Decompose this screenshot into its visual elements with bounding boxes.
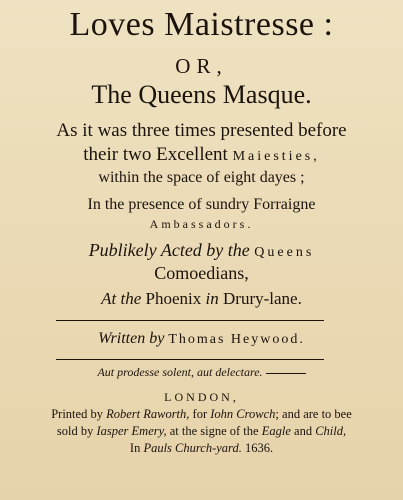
- imprint-child: Child,: [315, 424, 347, 438]
- author-name: Thomas Heywood.: [168, 332, 305, 347]
- venue-line: [0, 289, 403, 309]
- motto-dash: [266, 373, 306, 374]
- imprint-line-3: [0, 441, 403, 456]
- imprint-publisher: Iohn Crowch: [210, 407, 276, 421]
- performance-line-4: In the presence of sundry Forraigne: [87, 196, 316, 213]
- imprint-1a: Printed by: [51, 407, 107, 421]
- imprint-year: 1636.: [241, 441, 274, 455]
- performance-line-3: within the space of eight dayes ;: [98, 169, 305, 186]
- author-written: Written by: [98, 330, 169, 347]
- imprint-1c: for: [189, 407, 211, 421]
- title-or: OR,: [175, 54, 228, 78]
- performance-line-2: [0, 144, 403, 166]
- acted-line: [0, 240, 403, 261]
- venue-at: At the: [101, 289, 142, 308]
- comoedians-line: Comoedians,: [154, 263, 249, 283]
- performance-line-2-text: their two Excellent: [83, 144, 233, 165]
- queens-word: Queens: [254, 245, 315, 260]
- imprint-city: LONDON,: [164, 390, 239, 404]
- imprint-place: Pauls Church-yard.: [143, 441, 242, 455]
- book-title: Loves Maistresse :: [69, 6, 334, 43]
- divider-bottom: [56, 359, 324, 360]
- imprint-2a: sold by: [56, 424, 97, 438]
- venue-in: in: [205, 289, 219, 308]
- divider-top: [56, 320, 324, 321]
- imprint-line-2: [0, 424, 403, 439]
- imprint-2e: and: [290, 424, 316, 438]
- venue-drury: Drury-lane.: [218, 289, 302, 308]
- imprint-3a: In: [129, 441, 144, 455]
- ambassadors-line: Ambassadors.: [149, 217, 254, 231]
- motto-text: Aut prodesse solent, aut delectare.: [97, 365, 263, 379]
- imprint-printer: Robert Raworth,: [106, 407, 190, 421]
- imprint-eagle: Eagle: [261, 424, 291, 438]
- imprint-1e: ; and are to bee: [275, 407, 352, 421]
- performance-line-1: As it was three times presented before: [56, 120, 347, 141]
- book-subtitle: The Queens Masque.: [91, 80, 312, 109]
- imprint-2c: at the signe of the: [166, 424, 262, 438]
- majesties-word: Maiesties,: [232, 149, 320, 164]
- imprint-seller: Iasper Emery,: [96, 424, 167, 438]
- acted-text: Publikely Acted by the: [88, 240, 255, 260]
- motto: [0, 365, 403, 380]
- venue-phoenix: Phoenix: [141, 289, 206, 308]
- imprint-line-1: [0, 407, 403, 422]
- author-line: [0, 330, 403, 348]
